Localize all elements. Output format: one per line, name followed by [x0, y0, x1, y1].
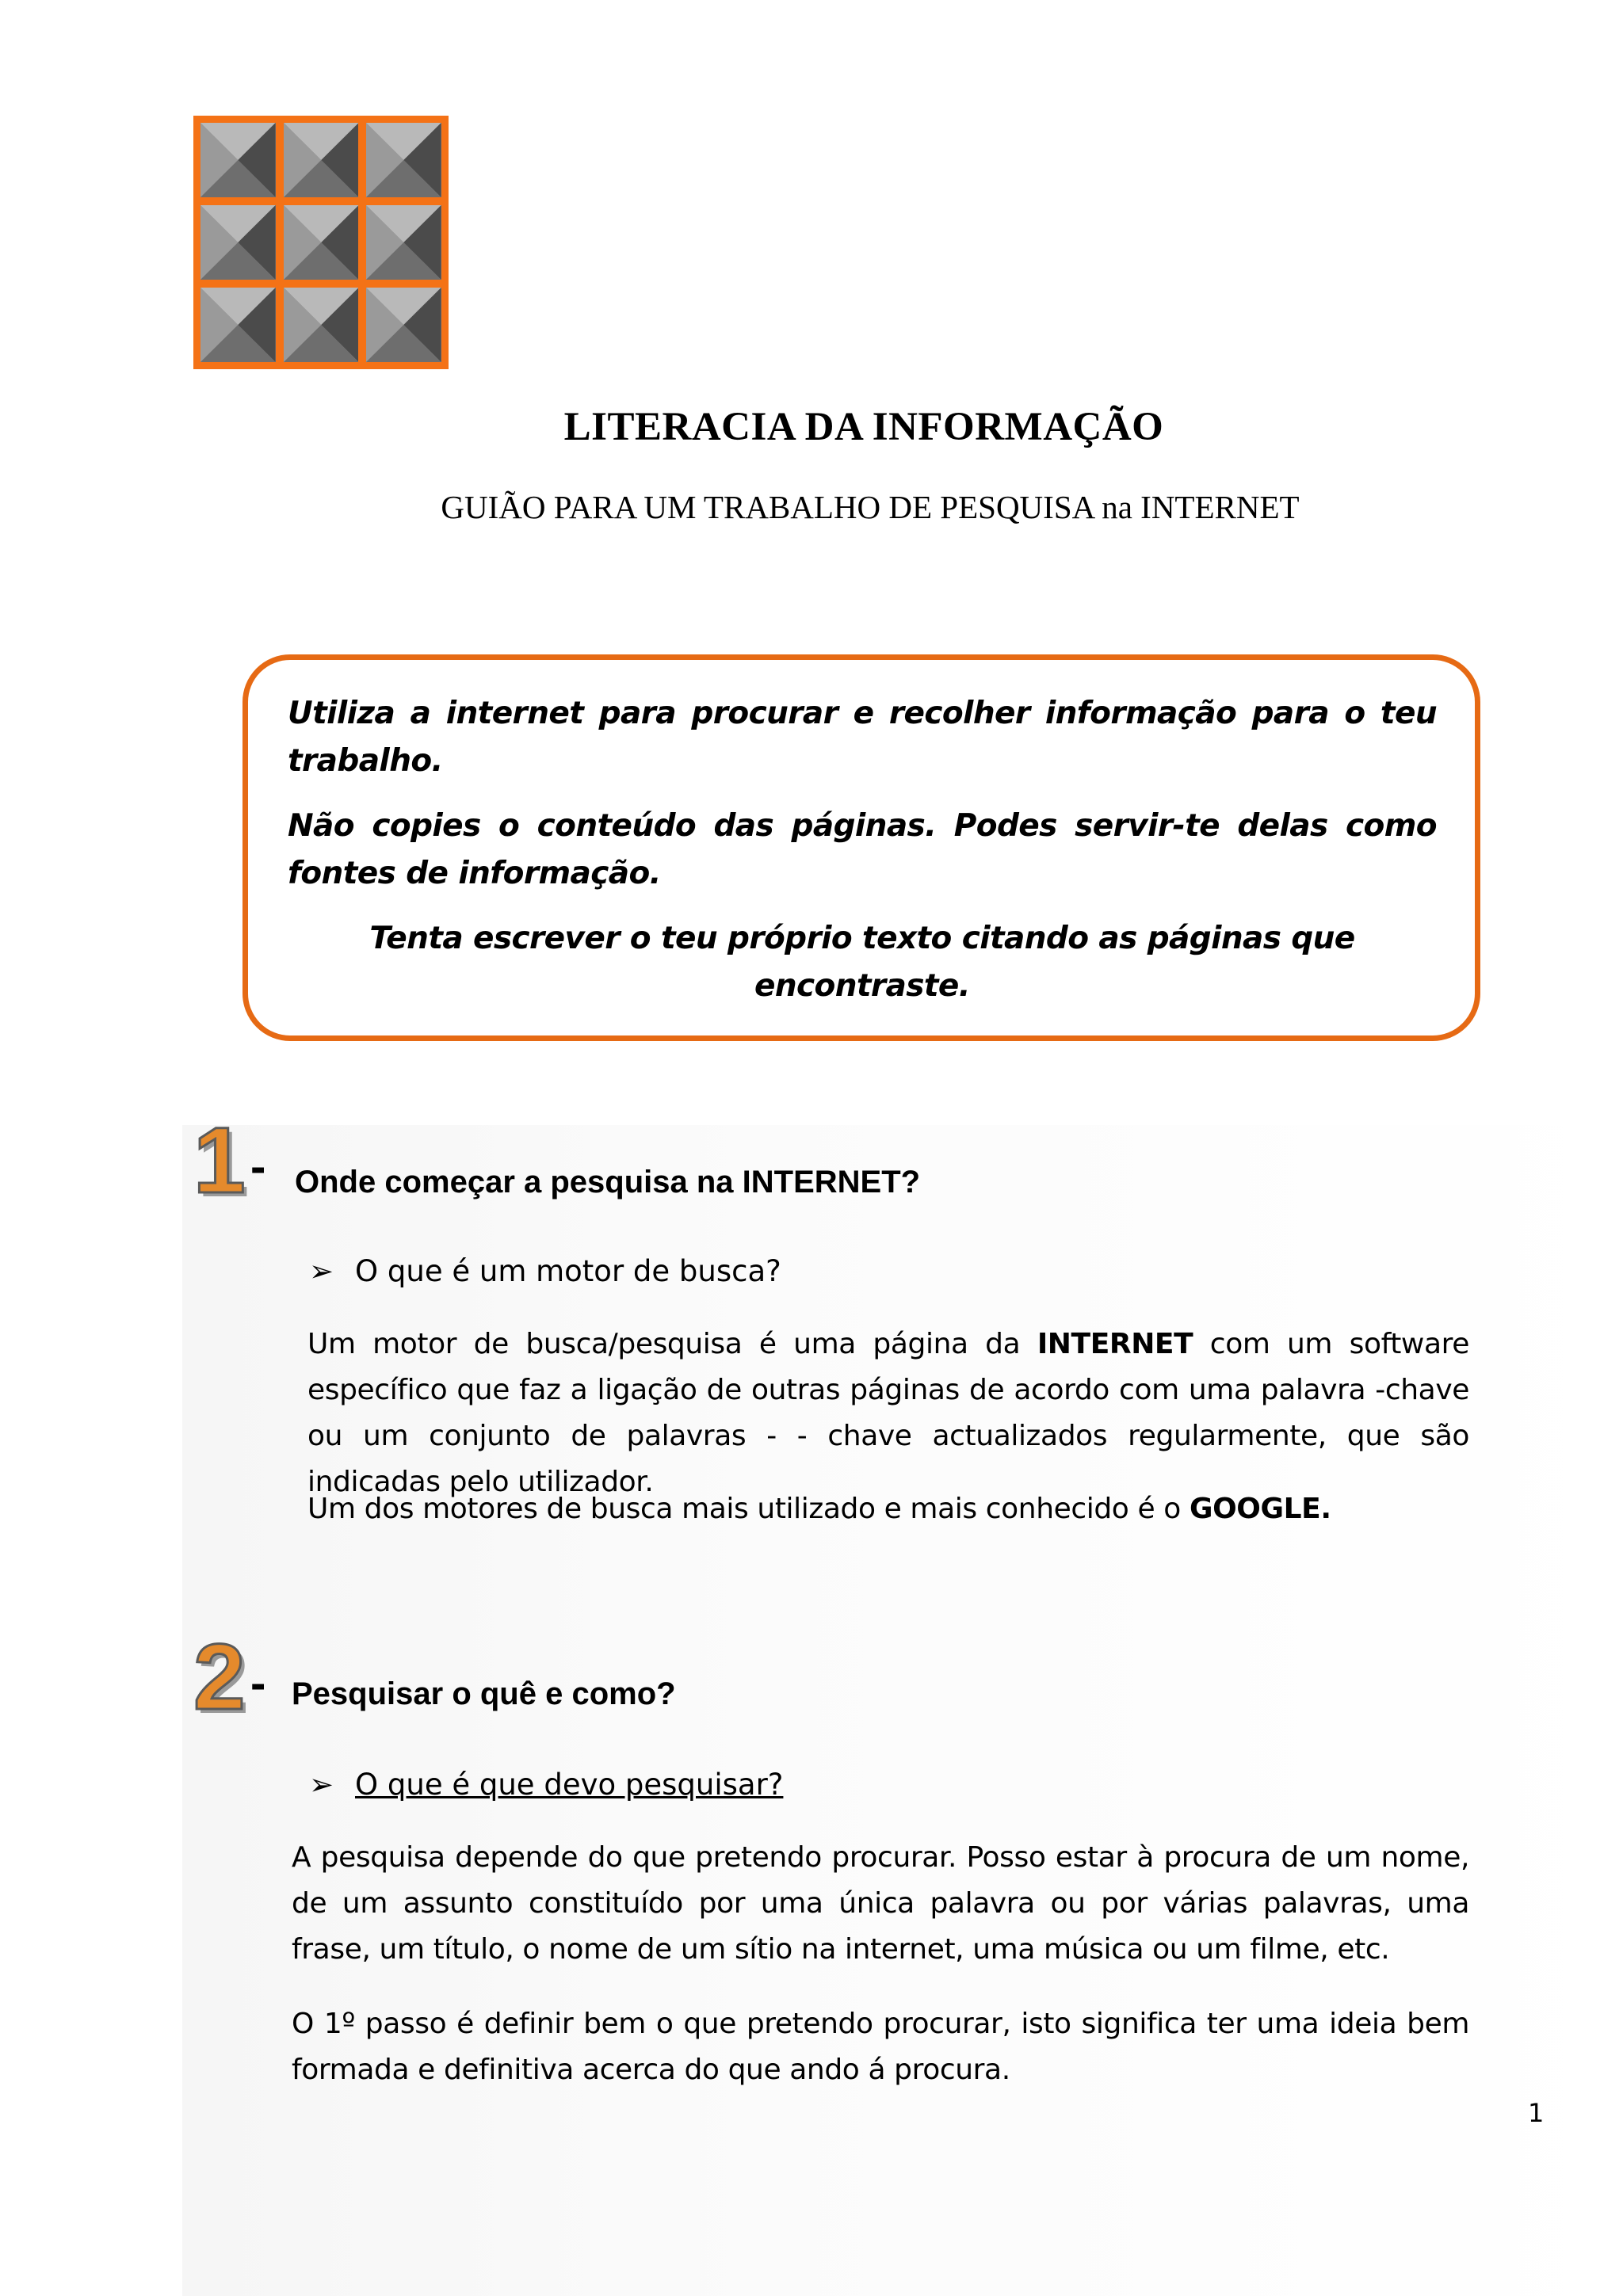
page-title: LITERACIA DA INFORMAÇÃO — [563, 405, 1164, 449]
logo-tile — [200, 123, 276, 197]
logo-tile — [284, 123, 359, 197]
text-run: com um software específico que faz a ligação de outras páginas de acordo com uma palavra -chave ou um conjunto de palavras - - chave actualizados regularmente, que são indicadas pelo utilizador. — [307, 1328, 1469, 1498]
section-2-heading: Pesquisar o quê e como? — [292, 1676, 676, 1711]
logo-tile — [284, 288, 359, 362]
section-2-dash: - — [250, 1657, 266, 1709]
advice-box — [242, 654, 1480, 1041]
section-2-paragraph-1: A pesquisa depende do que pretendo procurar. Posso estar à procura de um nome, de um assunto constituído por uma única palavra ou por várias palavras, uma frase, um título, o nome de um sítio na internet, uma música ou um filme, etc. — [292, 1841, 1469, 1966]
text-run: Um motor de busca/pesquisa é uma página da — [307, 1328, 1037, 1360]
logo-tile — [200, 205, 276, 280]
logo-tile — [366, 288, 441, 362]
bold-run: INTERNET — [1037, 1328, 1193, 1360]
section-1-paragraph-2 — [307, 1486, 1469, 1532]
section-1-dash: - — [250, 1141, 266, 1192]
bold-run: GOOGLE. — [1189, 1493, 1331, 1525]
logo-tile — [366, 205, 441, 280]
section-1-heading: Onde começar a pesquisa na INTERNET? — [295, 1165, 921, 1199]
logo-tile — [366, 123, 441, 197]
section-1-paragraph-1 — [307, 1322, 1469, 1505]
section-2-bullet-text: O que é que devo pesquisar? — [355, 1768, 784, 1802]
pyramid-grid-logo — [193, 116, 449, 369]
arrow-bullet-icon: ➢ — [309, 1768, 334, 1802]
arrow-bullet-icon: ➢ — [309, 1254, 334, 1288]
logo-tile — [284, 205, 359, 280]
section-1-number: 1 — [193, 1108, 246, 1213]
section-2-paragraph-2: O 1º passo é definir bem o que pretendo procurar, isto significa ter uma ideia bem formada e definitiva acerca do que ando á procura. — [292, 2008, 1469, 2086]
section-2-number: 2 — [193, 1625, 246, 1730]
logo-tile — [200, 288, 276, 362]
section-1-bullet — [309, 1254, 781, 1288]
page-subtitle: GUIÃO PARA UM TRABALHO DE PESQUISA na INTERNET — [441, 489, 1300, 525]
advice-line-3: Tenta escrever o teu próprio texto citando as páginas que encontraste. — [369, 921, 1355, 1004]
advice-line-2: Não copies o conteúdo das páginas. Podes servir-te delas como fontes de informação. — [288, 808, 1437, 891]
section-1-bullet-text: O que é um motor de busca? — [355, 1254, 781, 1288]
page-number: 1 — [1528, 2098, 1545, 2128]
text-run: Um dos motores de busca mais utilizado e mais conhecido é o — [307, 1493, 1190, 1525]
advice-line-1: Utiliza a internet para procurar e recolher informação para o teu trabalho. — [288, 696, 1437, 779]
section-2-bullet — [309, 1768, 784, 1802]
